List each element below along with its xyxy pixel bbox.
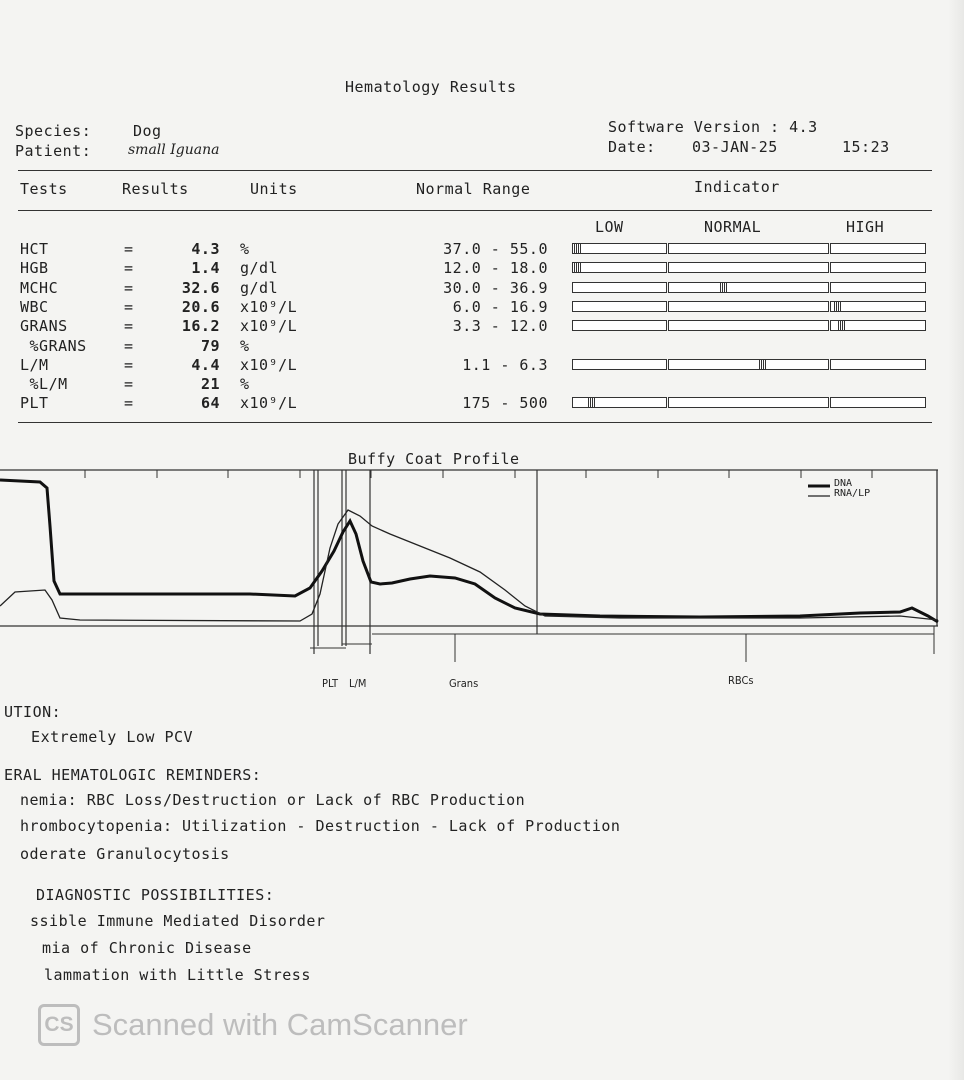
equals-sign: = [124,356,134,374]
test-name: L/M [20,356,49,374]
indicator-segment [668,397,829,408]
indicator-marker [574,263,582,272]
header-tests: Tests [20,180,68,198]
indicator-bar [572,262,926,273]
indicator-segment [572,301,667,312]
test-name: MCHC [20,279,59,297]
equals-sign: = [124,259,134,277]
report-title: Hematology Results [345,78,517,96]
interp-caution: UTION: [4,703,62,721]
rna-lp-curve [0,510,938,621]
header-results: Results [122,180,189,198]
indicator-segment [830,397,926,408]
time-value: 15:23 [842,138,890,156]
interp-diagnostic-heading: DIAGNOSTIC POSSIBILITIES: [36,886,275,904]
interp-chronic: mia of Chronic Disease [42,939,252,957]
scale-high: HIGH [846,218,885,236]
normal-range: 12.0 - 18.0 [443,259,548,277]
camscanner-text: Scanned with CamScanner [92,1007,468,1042]
region-brackets [310,626,934,662]
equals-sign: = [124,394,134,412]
scale-low: LOW [595,218,624,236]
result-value: 16.2 [181,317,220,335]
indicator-segment [830,262,926,273]
normal-range: 30.0 - 36.9 [443,279,548,297]
indicator-segment [572,262,667,273]
buffy-coat-title: Buffy Coat Profile [348,450,520,468]
equals-sign: = [124,375,134,393]
equals-sign: = [124,240,134,258]
date-label: Date: [608,138,656,156]
rule-header [18,210,932,211]
unit: % [240,375,250,393]
indicator-marker [834,302,842,311]
result-value: 4.3 [191,240,220,258]
software-version: Software Version : 4.3 [608,118,818,136]
indicator-segment [668,262,829,273]
normal-range: 6.0 - 16.9 [452,298,548,316]
indicator-bar [572,320,926,331]
camscanner-logo-icon: CS [38,1004,80,1046]
interp-anemia: nemia: RBC Loss/Destruction or Lack of RBC Production [20,791,526,809]
indicator-segment [668,282,829,293]
result-value: 20.6 [181,298,220,316]
indicator-segment [830,243,926,254]
header-range: Normal Range [416,180,531,198]
indicator-segment [830,301,926,312]
indicator-bar [572,397,926,408]
indicator-segment [668,301,829,312]
indicator-bar [572,282,926,293]
indicator-segment [572,282,667,293]
equals-sign: = [124,279,134,297]
test-name: HCT [20,240,49,258]
indicator-segment [572,397,667,408]
region-label-plt: PLT [322,677,339,690]
interp-inflammation: lammation with Little Stress [44,966,311,984]
indicator-segment [572,320,667,331]
normal-range: 1.1 - 6.3 [462,356,548,374]
result-value: 79 [200,337,220,355]
date-value: 03-JAN-25 [692,138,778,156]
unit: g/dl [240,259,279,277]
rule-top [18,170,932,171]
region-label-lm: L/M [349,677,367,690]
unit: % [240,240,250,258]
interp-immune: ssible Immune Mediated Disorder [30,912,326,930]
scan-edge [948,0,964,1080]
legend-label-rna-lp: RNA/LP [834,488,871,499]
indicator-segment [668,359,829,370]
indicator-marker [759,360,767,369]
unit: % [240,337,250,355]
patient-label: Patient: [15,142,92,160]
normal-range: 3.3 - 12.0 [452,317,548,335]
indicator-segment [830,359,926,370]
indicator-segment [668,243,829,254]
indicator-bar [572,301,926,312]
legend-label-dna: DNA [834,478,853,489]
indicator-bar [572,359,926,370]
species-value: Dog [133,122,162,140]
test-name: %GRANS [20,337,87,355]
indicator-segment [572,359,667,370]
test-name: %L/M [20,375,68,393]
indicator-marker [588,398,596,407]
equals-sign: = [124,298,134,316]
test-name: PLT [20,394,49,412]
indicator-segment [572,243,667,254]
test-name: WBC [20,298,49,316]
normal-range: 175 - 500 [462,394,548,412]
indicator-bar [572,243,926,254]
equals-sign: = [124,317,134,335]
unit: x10⁹/L [240,356,298,374]
indicator-marker [574,244,582,253]
indicator-marker [838,321,846,330]
indicator-marker [720,283,728,292]
normal-range: 37.0 - 55.0 [443,240,548,258]
patient-name-handwritten: small Iguana [128,142,220,158]
region-label-rbcs: RBCs [728,674,754,687]
unit: x10⁹/L [240,317,298,335]
interp-granulocytosis: oderate Granulocytosis [20,845,230,863]
indicator-segment [668,320,829,331]
unit: g/dl [240,279,279,297]
interp-low-pcv: Extremely Low PCV [12,728,194,746]
buffy-coat-profile-chart [0,466,950,696]
header-indicator: Indicator [694,178,780,196]
result-value: 32.6 [181,279,220,297]
unit: x10⁹/L [240,298,298,316]
equals-sign: = [124,337,134,355]
dna-curve [0,480,938,622]
interp-reminders-heading: ERAL HEMATOLOGIC REMINDERS: [4,766,262,784]
indicator-segment [830,282,926,293]
test-name: GRANS [20,317,68,335]
chart-ticks [85,470,872,478]
species-label: Species: [15,122,92,140]
scale-normal: NORMAL [704,218,762,236]
test-name: HGB [20,259,49,277]
result-value: 4.4 [191,356,220,374]
rule-bottom [18,422,932,423]
result-value: 1.4 [191,259,220,277]
interp-thrombocytopenia: hrombocytopenia: Utilization - Destruction - Lack of Production [20,817,621,835]
camscanner-watermark [38,1004,468,1046]
unit: x10⁹/L [240,394,298,412]
header-units: Units [250,180,298,198]
result-value: 21 [200,375,220,393]
result-value: 64 [200,394,220,412]
region-label-grans: Grans [449,677,479,690]
